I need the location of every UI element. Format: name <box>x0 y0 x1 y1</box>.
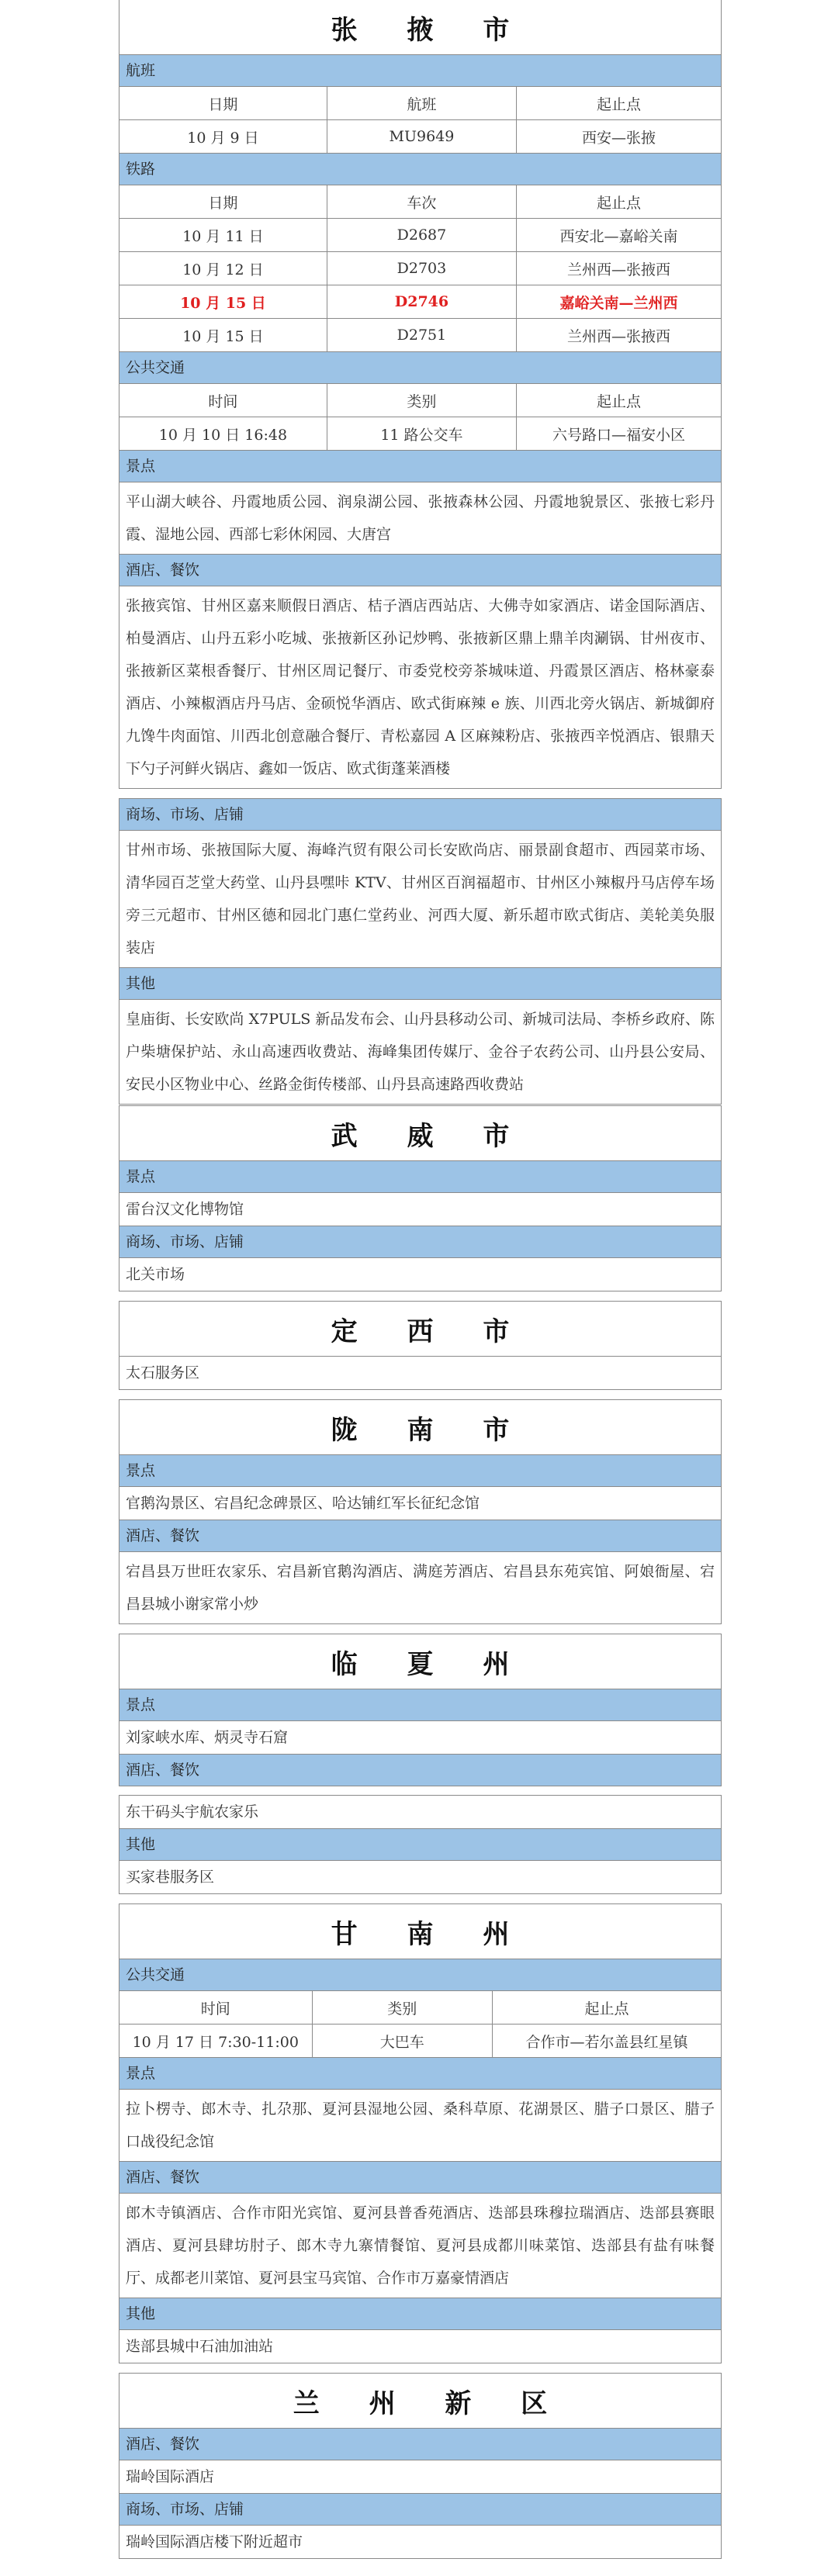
table-header: 类别 <box>312 1991 493 2024</box>
hotels-text: 郎木寺镇酒店、合作市阳光宾馆、夏河县普香苑酒店、迭部县珠穆拉瑞酒店、迭部县赛眼酒店、夏河县肆坊肘子、郎木寺九寨情餐馆、夏河县成都川味菜馆、迭部县有盐有味餐厅、成都老川菜馆、夏河县宝马宾馆、合作市万嘉豪情酒店 <box>119 2193 721 2298</box>
table-header: 车次 <box>327 185 516 219</box>
linxia-block <box>119 1634 722 1786</box>
section-markets: 商场、市场、店铺 <box>119 798 721 830</box>
section-railway: 铁路 <box>119 153 721 185</box>
markets-text: 瑞岭国际酒店楼下附近超市 <box>119 2525 721 2558</box>
railway-table <box>119 185 721 351</box>
city-title-zhangye: 张 掖 市 <box>119 0 721 54</box>
table-cell: 大巴车 <box>312 2024 493 2058</box>
city-title-lanzhou-new-area: 兰 州 新 区 <box>119 2373 721 2428</box>
scenic-text: 刘家峡水库、炳灵寺石窟 <box>119 1720 721 1754</box>
table-row <box>119 417 721 451</box>
city-title-longnan: 陇 南 市 <box>119 1399 721 1454</box>
table-header-row <box>119 384 721 417</box>
section-others: 其他 <box>119 1828 721 1860</box>
scenic-text: 拉卜楞寺、郎木寺、扎尕那、夏河县湿地公园、桑科草原、花湖景区、腊子口景区、腊子口战役纪念馆 <box>119 2089 721 2161</box>
table-row <box>119 219 721 252</box>
table-header-row <box>119 87 721 120</box>
wuwei-block <box>119 1105 722 1291</box>
section-scenic: 景点 <box>119 1689 721 1720</box>
markets-text: 北关市场 <box>119 1257 721 1291</box>
scenic-text: 官鹅沟景区、宕昌纪念碑景区、哈达铺红军长征纪念馆 <box>119 1486 721 1520</box>
table-cell: D2687 <box>327 219 516 252</box>
section-others: 其他 <box>119 967 721 999</box>
others-text: 迭部县城中石油加油站 <box>119 2329 721 2363</box>
city-title-gannan: 甘 南 州 <box>119 1903 721 1959</box>
city-title-dingxi: 定 西 市 <box>119 1301 721 1356</box>
dingxi-text: 太石服务区 <box>119 1356 721 1389</box>
table-cell: D2703 <box>327 252 516 285</box>
markets-text: 甘州市场、张掖国际大厦、海峰汽贸有限公司长安欧尚店、丽景副食超市、西园菜市场、清华园百芝堂大药堂、山丹县嘿咔 KTV、甘州区百润福超市、甘州区小辣椒丹马店停车场旁三元超市、甘州区德和园北门惠仁堂药业、河西大厦、新乐超市欧式街店、美轮美奂服装店 <box>119 830 721 967</box>
table-row <box>119 2024 721 2058</box>
scenic-text: 平山湖大峡谷、丹霞地质公园、润泉湖公园、张掖森林公园、丹霞地貌景区、张掖七彩丹霞、湿地公园、西部七彩休闲园、大唐宫 <box>119 482 721 554</box>
table-cell: 西安北—嘉峪关南 <box>517 219 722 252</box>
table-cell: MU9649 <box>327 120 516 154</box>
table-header-row <box>119 185 721 219</box>
zhangye-block-continued <box>119 798 722 1105</box>
table-cell: 10 月 15 日 <box>119 319 327 352</box>
section-transit: 公共交通 <box>119 351 721 383</box>
table-cell: 10 月 10 日 16:48 <box>119 417 327 451</box>
table-header: 日期 <box>119 87 327 120</box>
table-header: 日期 <box>119 185 327 219</box>
table-cell: D2751 <box>327 319 516 352</box>
others-text: 买家巷服务区 <box>119 1860 721 1893</box>
section-hotels: 酒店、餐饮 <box>119 2161 721 2193</box>
section-hotels: 酒店、餐饮 <box>119 554 721 586</box>
table-cell: 10 月 15 日 <box>119 285 327 319</box>
section-markets: 商场、市场、店铺 <box>119 1226 721 1257</box>
table-cell: 六号路口—福安小区 <box>517 417 722 451</box>
section-scenic: 景点 <box>119 450 721 482</box>
dingxi-block <box>119 1301 722 1390</box>
table-header: 起止点 <box>517 384 722 417</box>
section-scenic: 景点 <box>119 1454 721 1486</box>
hotels-text: 宕昌县万世旺农家乐、宕昌新官鹅沟酒店、满庭芳酒店、宕昌县东苑宾馆、阿娘衙屋、宕昌县城小谢家常小炒 <box>119 1551 721 1623</box>
hotels-text: 东干码头宇航农家乐 <box>119 1795 721 1828</box>
table-cell: 合作市—若尔盖县红星镇 <box>493 2024 722 2058</box>
document <box>119 0 722 2568</box>
table-header: 航班 <box>327 87 516 120</box>
others-text: 皇庙街、长安欧尚 X7PULS 新品发布会、山丹县移动公司、新城司法局、李桥乡政府、陈户柴塘保护站、永山高速西收费站、海峰集团传媒厅、金谷子农药公司、山丹县公安局、安民小区物业中心、丝路金街传楼部、山丹县高速路西收费站 <box>119 999 721 1104</box>
table-cell: 10 月 9 日 <box>119 120 327 154</box>
table-cell: 10 月 11 日 <box>119 219 327 252</box>
section-scenic: 景点 <box>119 1160 721 1192</box>
table-header: 时间 <box>119 1991 312 2024</box>
table-cell: 嘉峪关南—兰州西 <box>517 285 722 319</box>
table-header: 时间 <box>119 384 327 417</box>
hotels-text: 张掖宾馆、甘州区嘉来顺假日酒店、桔子酒店西站店、大佛寺如家酒店、诺金国际酒店、柏曼酒店、山丹五彩小吃城、张掖新区孙记炒鸭、张掖新区鼎上鼎羊肉涮锅、甘州夜市、张掖新区菜根香餐厅、甘州区周记餐厅、市委党校旁茶城味道、丹霞景区酒店、格林豪泰酒店、小辣椒酒店丹马店、金硕悦华酒店、欧式街麻辣 e 族、川西北旁火锅店、新城御府九馋牛肉面馆、川西北创意融合餐厅、青松嘉园 A 区麻辣粉店、张掖西辛悦酒店、银鼎天下勺子河鲜火锅店、鑫如一饭店、欧式街蓬莱酒楼 <box>119 586 721 788</box>
section-markets: 商场、市场、店铺 <box>119 2493 721 2525</box>
city-title-wuwei: 武 威 市 <box>119 1105 721 1160</box>
table-cell: 兰州西—张掖西 <box>517 319 722 352</box>
table-cell: 西安—张掖 <box>517 120 722 154</box>
table-header: 类别 <box>327 384 516 417</box>
section-flight: 航班 <box>119 54 721 86</box>
transit-table <box>119 383 721 450</box>
section-others: 其他 <box>119 2298 721 2329</box>
section-scenic: 景点 <box>119 2057 721 2089</box>
section-hotels: 酒店、餐饮 <box>119 1520 721 1551</box>
section-transit: 公共交通 <box>119 1959 721 1990</box>
table-row <box>119 319 721 352</box>
table-cell: 10 月 12 日 <box>119 252 327 285</box>
section-hotels: 酒店、餐饮 <box>119 1754 721 1786</box>
table-header-row <box>119 1991 721 2024</box>
linxia-block-continued <box>119 1795 722 1894</box>
flight-table <box>119 86 721 153</box>
table-cell: 兰州西—张掖西 <box>517 252 722 285</box>
table-row <box>119 252 721 285</box>
table-header: 起止点 <box>517 185 722 219</box>
table-header: 起止点 <box>517 87 722 120</box>
table-row-highlighted <box>119 285 721 319</box>
table-cell: 10 月 17 日 7:30-11:00 <box>119 2024 312 2058</box>
table-cell: D2746 <box>327 285 516 319</box>
gannan-block <box>119 1903 722 2363</box>
zhangye-block <box>119 0 722 789</box>
table-cell: 11 路公交车 <box>327 417 516 451</box>
hotels-text: 瑞岭国际酒店 <box>119 2460 721 2493</box>
table-header: 起止点 <box>493 1991 722 2024</box>
scenic-text: 雷台汉文化博物馆 <box>119 1192 721 1226</box>
city-title-linxia: 临 夏 州 <box>119 1634 721 1689</box>
transit-table <box>119 1990 721 2057</box>
longnan-block <box>119 1399 722 1624</box>
section-hotels: 酒店、餐饮 <box>119 2428 721 2460</box>
table-row <box>119 120 721 154</box>
lanzhou-block <box>119 2373 722 2559</box>
